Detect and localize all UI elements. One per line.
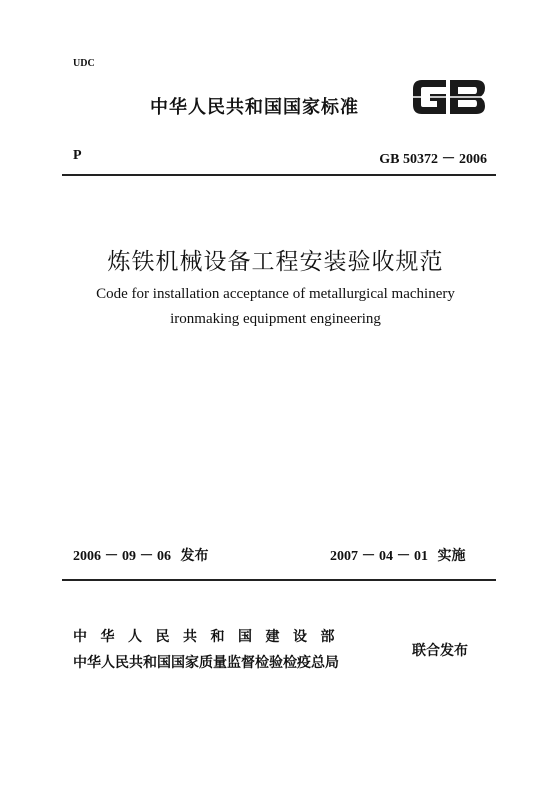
category-code: P xyxy=(73,148,82,163)
issue-label: 发布 xyxy=(180,548,209,564)
implement-label: 实施 xyxy=(437,548,466,564)
bottom-divider xyxy=(62,579,496,581)
top-divider xyxy=(62,174,496,176)
issuer-aqsiq: 中华人民共和国国家质量监督检验检疫总局 xyxy=(73,655,339,671)
implement-date: 2007 － 04 － 01 xyxy=(330,549,428,564)
joint-issue-label: 联合发布 xyxy=(412,643,468,659)
issue-date-block xyxy=(73,545,209,565)
udc-label: UDC xyxy=(73,58,95,69)
title-english-line2: ironmaking equipment engineering xyxy=(170,311,381,327)
standard-type: 中华人民共和国国家标准 xyxy=(150,97,359,118)
implement-date-block xyxy=(330,545,466,565)
issue-date: 2006 － 09 － 06 xyxy=(73,549,171,564)
standard-number: GB 50372 － 2006 xyxy=(379,152,487,167)
title-english-line1: Code for installation acceptance of metallurgical machinery xyxy=(96,286,455,302)
gb-logo xyxy=(408,72,490,122)
title-chinese: 炼铁机械设备工程安装验收规范 xyxy=(107,249,444,275)
issuer-ministry: 中华人民共和国建设部 xyxy=(73,629,348,645)
